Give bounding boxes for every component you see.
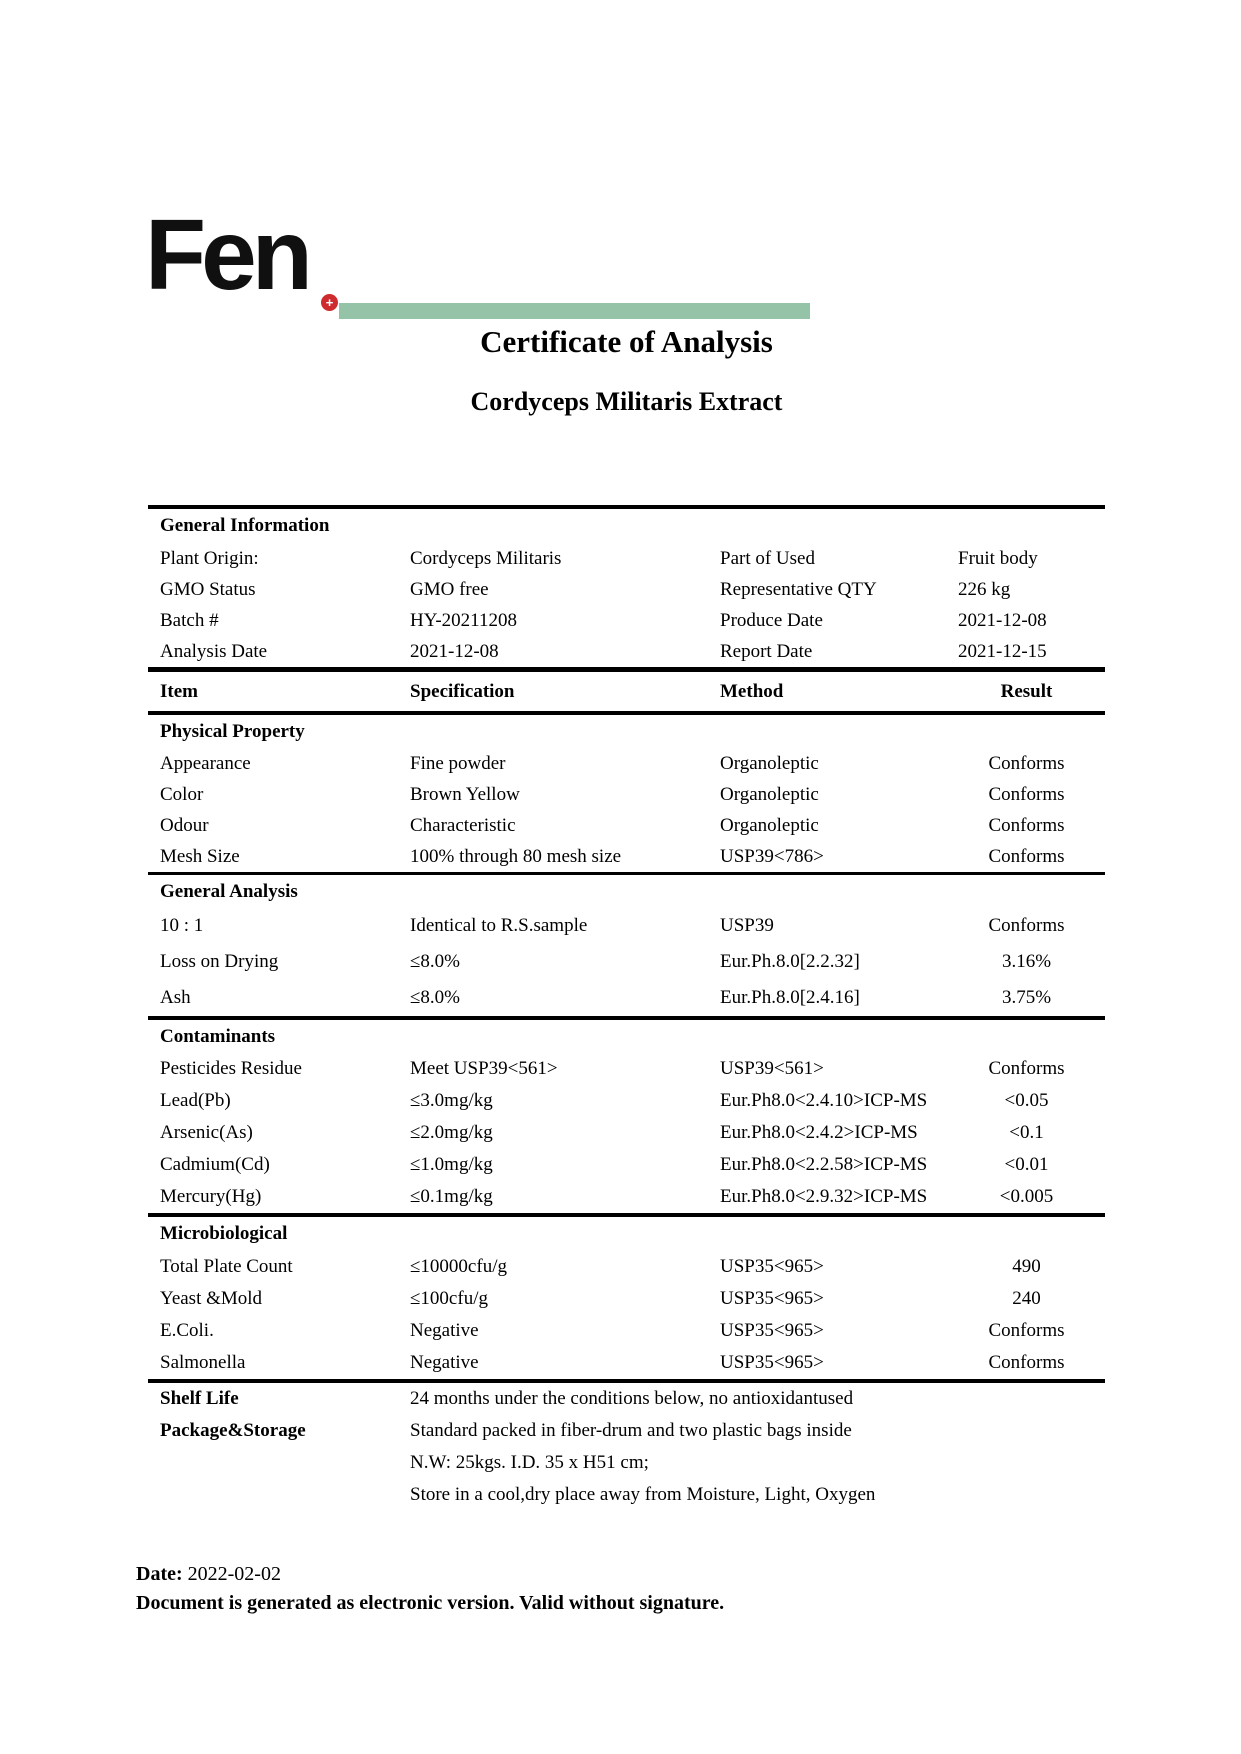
result-cell: Conforms: [988, 845, 1065, 867]
table-row: [148, 1479, 1105, 1511]
method-cell: USP39: [720, 915, 774, 936]
table-row: [148, 1315, 1105, 1347]
table-row: [148, 1383, 1105, 1415]
table-row: [148, 1149, 1105, 1181]
info-value: HY-20211208: [410, 609, 517, 631]
spec-cell: Brown Yellow: [410, 783, 520, 805]
spec-cell: Meet USP39<561>: [410, 1058, 558, 1079]
method-cell: Organoleptic: [720, 783, 819, 805]
table-row: [148, 543, 1105, 574]
method-cell: Eur.Ph8.0<2.2.58>ICP-MS: [720, 1154, 928, 1175]
table-row: [148, 1085, 1105, 1117]
spec-cell: Negative: [410, 1320, 479, 1341]
footer-date: [136, 1563, 281, 1586]
item-cell: Cadmium(Cd): [160, 1154, 270, 1175]
item-cell: Appearance: [160, 752, 251, 774]
date-value: 2022-02-02: [187, 1563, 281, 1585]
item-cell: Odour: [160, 814, 209, 836]
result-cell: Conforms: [988, 915, 1065, 936]
method-cell: USP39<561>: [720, 1058, 824, 1079]
section-heading: General Analysis: [160, 880, 298, 902]
spec-cell: ≤100cfu/g: [410, 1288, 488, 1309]
info-value: GMO free: [410, 578, 489, 600]
method-cell: Eur.Ph8.0<2.9.32>ICP-MS: [720, 1186, 928, 1207]
spec-cell: Identical to R.S.sample: [410, 915, 588, 936]
result-cell: <0.005: [999, 1186, 1054, 1207]
table-header-row: [148, 672, 1105, 711]
spec-cell: ≤8.0%: [410, 951, 461, 972]
item-cell: Color: [160, 783, 204, 805]
table-row: [148, 1415, 1105, 1447]
result-cell: <0.1: [1009, 1122, 1044, 1143]
item-cell: Mercury(Hg): [160, 1186, 262, 1207]
info-value: 2021-12-08: [958, 609, 1047, 631]
item-cell: Loss on Drying: [160, 951, 279, 972]
col-header-item: Item: [160, 680, 198, 702]
info-label: Report Date: [720, 640, 813, 662]
item-cell: Total Plate Count: [160, 1256, 293, 1277]
table-row: [148, 810, 1105, 841]
info-value: 2021-12-08: [410, 640, 499, 662]
logo-dot: [321, 294, 338, 311]
plus-icon: +: [325, 295, 334, 310]
result-cell: 3.16%: [1001, 951, 1052, 972]
section-heading: General Information: [160, 515, 330, 536]
col-header-specification: Specification: [410, 680, 515, 702]
spec-cell: ≤2.0mg/kg: [410, 1122, 493, 1143]
shelf-label: Shelf Life: [160, 1388, 239, 1409]
section-heading: Contaminants: [160, 1025, 276, 1047]
table-row: [148, 605, 1105, 636]
shelf-text: 24 months under the conditions below, no antioxidantused: [410, 1388, 854, 1409]
logo-text: Fen: [145, 199, 308, 311]
result-cell: Conforms: [988, 1320, 1065, 1341]
info-label: Produce Date: [720, 609, 823, 631]
item-cell: Yeast &Mold: [160, 1288, 263, 1309]
product-subtitle: Cordyceps Militaris Extract: [470, 387, 783, 416]
table-row: [148, 1053, 1105, 1085]
result-cell: Conforms: [988, 752, 1065, 774]
method-cell: Eur.Ph8.0<2.4.10>ICP-MS: [720, 1090, 928, 1111]
info-label: Plant Origin:: [160, 547, 259, 569]
table-row: [148, 1447, 1105, 1479]
method-cell: Eur.Ph.8.0[2.2.32]: [720, 951, 860, 972]
spec-cell: ≤0.1mg/kg: [410, 1186, 493, 1207]
info-label: Batch #: [160, 609, 219, 631]
info-label: GMO Status: [160, 578, 256, 600]
item-cell: Salmonella: [160, 1352, 246, 1373]
table-row: [148, 908, 1105, 944]
spec-cell: 100% through 80 mesh size: [410, 845, 622, 867]
table-row: [148, 574, 1105, 605]
spec-cell: ≤3.0mg/kg: [410, 1090, 493, 1111]
item-cell: Ash: [160, 987, 191, 1008]
table-row: [148, 636, 1105, 667]
method-cell: Eur.Ph.8.0[2.4.16]: [720, 987, 860, 1008]
result-cell: 240: [1012, 1288, 1041, 1309]
info-label: Part of Used: [720, 547, 815, 569]
item-cell: Mesh Size: [160, 845, 240, 867]
table-row: [148, 779, 1105, 810]
method-cell: Organoleptic: [720, 752, 819, 774]
shelf-text: Standard packed in fiber-drum and two plastic bags inside: [410, 1420, 852, 1441]
page-title: Certificate of Analysis: [480, 324, 773, 359]
brand-bar: [339, 303, 810, 319]
shelf-text: Store in a cool,dry place away from Moisture, Light, Oxygen: [410, 1484, 876, 1505]
item-cell: 10 : 1: [160, 915, 204, 936]
info-label: Representative QTY: [720, 578, 877, 600]
result-cell: Conforms: [988, 783, 1065, 805]
section-heading: Physical Property: [160, 720, 305, 742]
table-row: [148, 1117, 1105, 1149]
method-cell: USP35<965>: [720, 1320, 824, 1341]
method-cell: USP35<965>: [720, 1352, 824, 1373]
coa-table: [148, 505, 1105, 1511]
info-label: Analysis Date: [160, 640, 268, 662]
shelf-label: Package&Storage: [160, 1420, 306, 1441]
spec-cell: ≤1.0mg/kg: [410, 1154, 493, 1175]
item-cell: E.Coli.: [160, 1320, 214, 1341]
item-cell: Pesticides Residue: [160, 1058, 302, 1079]
footer-note: Document is generated as electronic version. Valid without signature.: [136, 1592, 725, 1614]
spec-cell: ≤8.0%: [410, 987, 461, 1008]
method-cell: Eur.Ph8.0<2.4.2>ICP-MS: [720, 1122, 918, 1143]
col-header-method: Method: [720, 680, 784, 702]
date-label: Date:: [136, 1563, 183, 1585]
table-row: [148, 748, 1105, 779]
shelf-text: N.W: 25kgs. I.D. 35 x H51 cm;: [410, 1452, 649, 1473]
method-cell: USP39<786>: [720, 845, 824, 867]
result-cell: Conforms: [988, 1352, 1065, 1373]
result-cell: Conforms: [988, 814, 1065, 836]
col-header-result: Result: [1000, 680, 1053, 702]
section-heading: Microbiological: [160, 1223, 288, 1244]
result-cell: 3.75%: [1001, 987, 1052, 1008]
info-value: Cordyceps Militaris: [410, 547, 562, 569]
result-cell: Conforms: [988, 1058, 1065, 1079]
spec-cell: Negative: [410, 1352, 479, 1373]
method-cell: USP35<965>: [720, 1256, 824, 1277]
method-cell: USP35<965>: [720, 1288, 824, 1309]
spec-cell: ≤10000cfu/g: [410, 1256, 507, 1277]
item-cell: Lead(Pb): [160, 1090, 231, 1111]
spec-cell: Characteristic: [410, 814, 516, 836]
table-row: [148, 841, 1105, 872]
table-row: [148, 1251, 1105, 1283]
table-row: [148, 1347, 1105, 1379]
info-value: 2021-12-15: [958, 640, 1047, 662]
method-cell: Organoleptic: [720, 814, 819, 836]
item-cell: Arsenic(As): [160, 1122, 253, 1143]
result-cell: 490: [1012, 1256, 1041, 1277]
result-cell: <0.05: [1004, 1090, 1049, 1111]
info-value: Fruit body: [958, 547, 1038, 569]
table-row: [148, 944, 1105, 980]
table-row: [148, 1181, 1105, 1213]
spec-cell: Fine powder: [410, 752, 506, 774]
table-row: [148, 980, 1105, 1016]
result-cell: <0.01: [1004, 1154, 1049, 1175]
table-row: [148, 1283, 1105, 1315]
info-value: 226 kg: [958, 578, 1011, 600]
